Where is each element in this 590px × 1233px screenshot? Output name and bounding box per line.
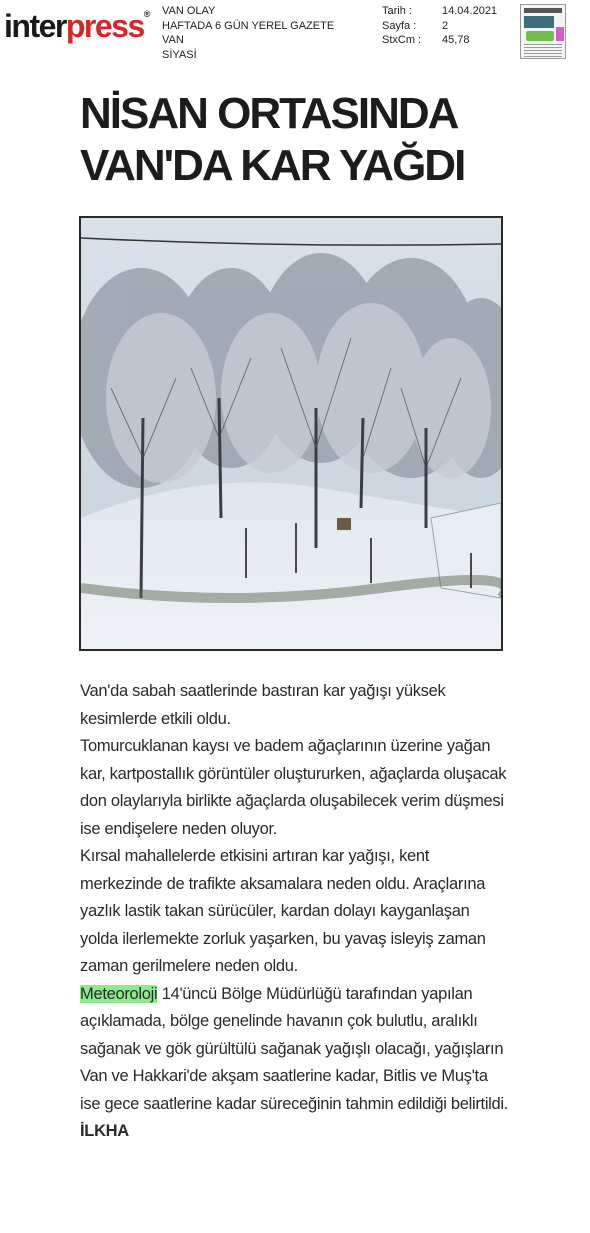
headline-line-1: NİSAN ORTASINDA [80, 89, 458, 138]
headline [80, 88, 520, 192]
date-value: 14.04.2021 [442, 5, 498, 17]
thumbnail-masthead [524, 8, 562, 13]
headline-line-2: VAN'DA KAR YAĞDI [80, 141, 465, 190]
thumbnail-highlight [526, 31, 554, 41]
publication-frequency: HAFTADA 6 GÜN YEREL GAZETE [162, 19, 335, 32]
article-paragraph-4 [80, 981, 510, 1146]
publication-name: VAN OLAY [162, 5, 216, 17]
stxcm-label: StxCm : [382, 34, 422, 46]
page-row [382, 19, 497, 34]
snow-photo [79, 216, 503, 651]
date-row [382, 4, 497, 19]
thumbnail-text-lines [524, 44, 562, 57]
article-body [80, 678, 510, 1146]
publication-info [162, 4, 334, 62]
page-label: Sayfa : [382, 19, 417, 32]
publication-city: VAN [162, 34, 184, 46]
news-agency-signature: İLKHA [80, 1122, 129, 1140]
clipping-details [382, 4, 497, 48]
publication-category: SİYASİ [162, 48, 197, 61]
interpress-logo [4, 10, 150, 42]
thumbnail-photo [524, 16, 554, 28]
logo-text-inter: inter [4, 8, 66, 44]
logo-text-press: press [65, 8, 144, 44]
stxcm-row [382, 33, 497, 48]
article-paragraph-1: Van'da sabah saatlerinde bastıran kar yağışı yüksek kesimlerde etkili oldu. [80, 682, 446, 728]
date-label: Tarih : [382, 5, 412, 17]
highlighted-keyword: Meteoroloji [80, 984, 158, 1003]
article-paragraph-2: Tomurcuklanan kaysı ve badem ağaçlarının üzerine yağan kar, kartpostallık görüntüler oluştururken, ağaçlarda oluşacak don olaylarıyla birlikte ağaçlarda oluşabilecek verim düşmesi ise endişelere neden oluyor. [80, 737, 507, 838]
logo-registered-mark: ® [143, 9, 151, 19]
snowy-orchard-illustration [81, 218, 501, 649]
stxcm-value: 45,78 [442, 34, 470, 46]
page-thumbnail[interactable] [520, 4, 566, 59]
article-paragraph-4-text: 14'üncü Bölge Müdürlüğü tarafından yapılan açıklamada, bölge genelinde havanın çok bulutlu, aralıklı sağanak ve gök gürültülü sağanak yağışlı olacağı, yağışların Van ve Hakkari'de akşam saatlerine kadar, Bitlis ve Muş'ta ise gece saatlerine kadar süreceğinin tahmin edildiği belirtildi. [80, 984, 509, 1113]
thumbnail-marker [556, 27, 564, 41]
page-value: 2 [442, 19, 449, 32]
article-paragraph-3: Kırsal mahallelerde etkisini artıran kar yağışı, kent merkezinde de trafikte aksamalara neden oldu. Araçlarına yazlık lastik takan sürücüler, kardan dolayı kayganlaşan yolda ilerlemekte zorluk yaşarken, bu yavaş isleyiş zaman zaman gerilmelere neden oldu. [80, 847, 486, 975]
